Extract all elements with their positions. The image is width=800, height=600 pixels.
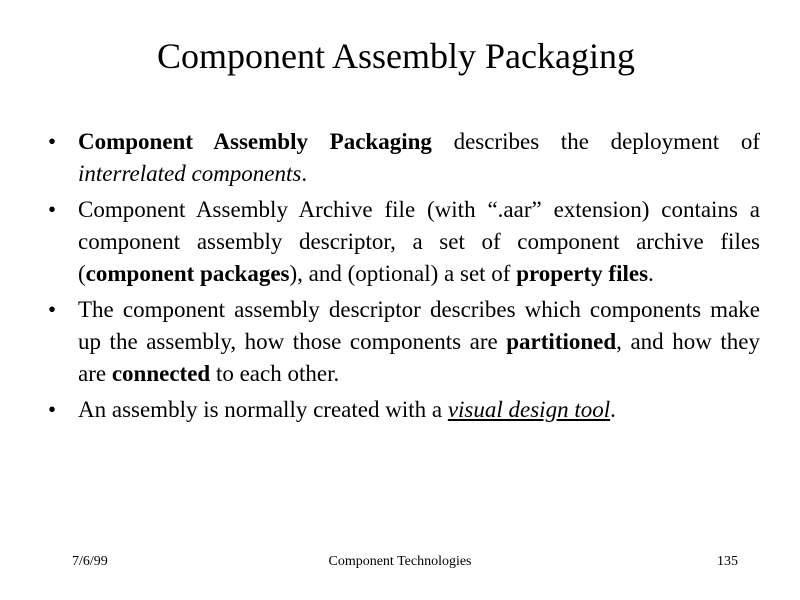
text-run: component packages [85, 261, 290, 286]
text-run: to each other. [210, 361, 340, 386]
slide-title: Component Assembly Packaging [157, 36, 635, 76]
bullet-list [46, 126, 760, 426]
text-run: . [648, 261, 654, 286]
text-run: . [301, 161, 308, 186]
bullet-text [78, 197, 760, 286]
footer-title: Component Technologies [328, 554, 472, 569]
text-run: interrelated components [78, 161, 302, 186]
text-run: Component Assembly Archive file (with “.aar” extension) contains a component assembly descriptor, a set of component archive files ( [78, 197, 760, 286]
text-run: Component Assembly Packaging [78, 129, 432, 154]
footer-date: 7/6/99 [72, 554, 108, 569]
text-run: partitioned [506, 329, 617, 354]
bullet-item-1 [46, 126, 760, 190]
text-run: visual design tool [447, 397, 611, 422]
text-run: connected [111, 361, 211, 386]
text-run: . [610, 397, 616, 422]
text-run: An assembly is normally created with a [78, 397, 448, 422]
footer-page-number: 135 [717, 554, 738, 569]
bullet-text [78, 397, 616, 422]
bullet-icon: • [48, 197, 57, 222]
text-run: , and how they are [78, 329, 761, 386]
bullet-item-4 [46, 394, 760, 426]
bullet-icon: • [48, 297, 57, 322]
bullet-item-2 [46, 194, 760, 290]
bullet-text [78, 297, 760, 386]
text-run: property files [516, 261, 649, 286]
text-run: ), and (optional) a set of [289, 261, 517, 286]
bullet-text [78, 129, 760, 186]
text-run: describes the deployment of [431, 129, 760, 154]
bullet-item-3 [46, 294, 760, 390]
bullet-icon: • [48, 397, 57, 422]
text-run: The component assembly descriptor describes which components make up the assembly, how those components are [78, 297, 760, 354]
bullet-icon: • [48, 129, 57, 154]
